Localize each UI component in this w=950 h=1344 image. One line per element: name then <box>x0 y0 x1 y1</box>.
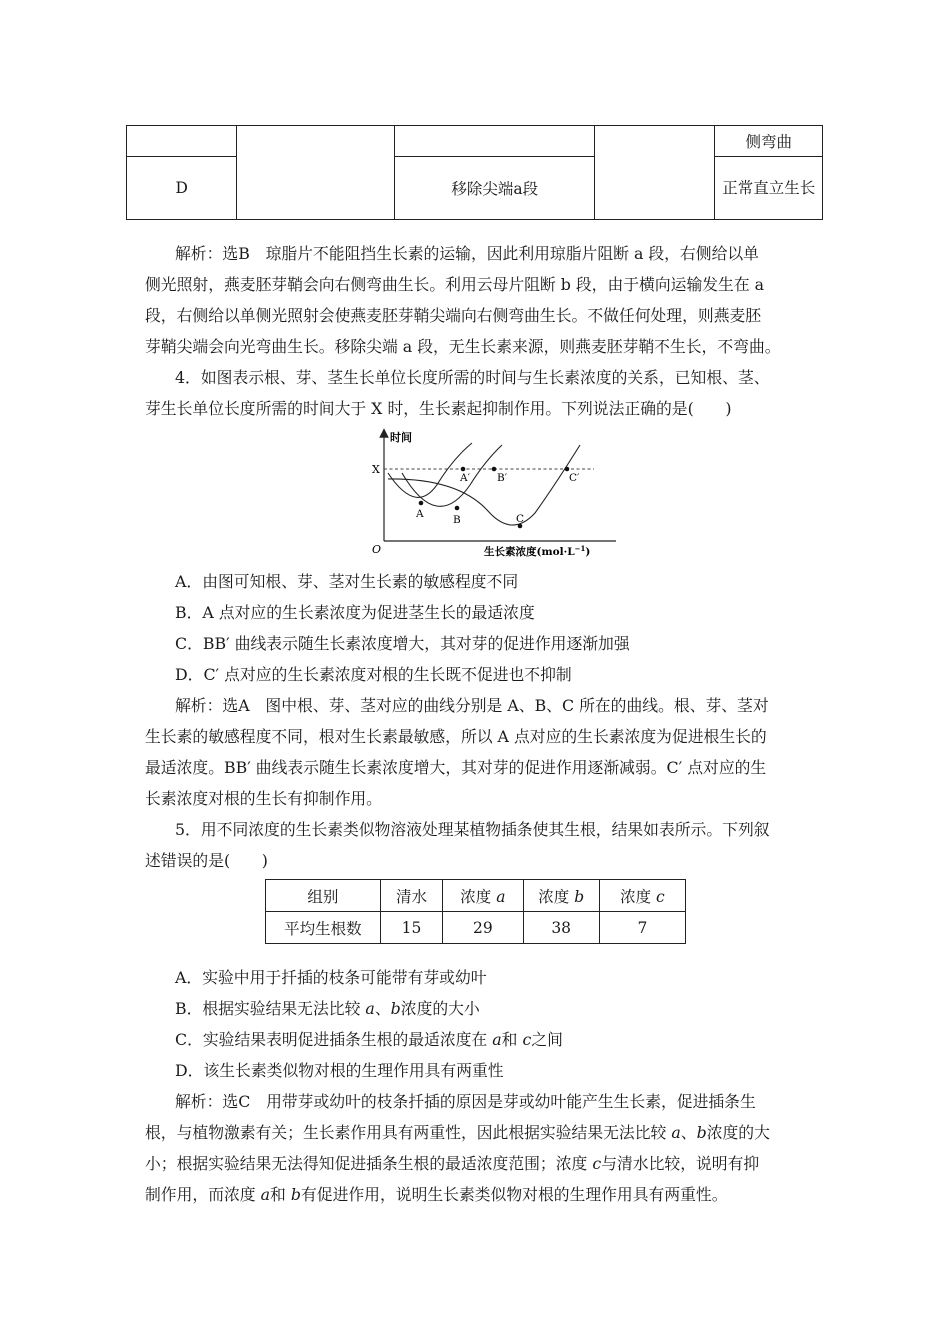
table-header-cell: 浓度 b <box>523 880 599 912</box>
table-cell: 7 <box>599 912 685 944</box>
q4-analysis-line: 解析：选A 图中根、芽、茎对应的曲线分别是 A、B、C 所在的曲线。根、芽、茎对 <box>175 696 769 715</box>
q3-table-cell <box>595 126 715 220</box>
q5-option-c: C．实验结果表明促进插条生根的最适浓度在 a和 c之间 <box>175 1030 563 1049</box>
q4-analysis-line: 长素浓度对根的生长有抑制作用。 <box>145 789 382 808</box>
q4-option-c: C．BB′ 曲线表示随生长素浓度增大，其对芽的促进作用逐渐加强 <box>175 634 630 653</box>
q4-option-b: B．A 点对应的生长素浓度为促进茎生长的最适浓度 <box>175 603 535 622</box>
table-header-cell: 浓度 c <box>599 880 685 912</box>
growth-time-graph <box>360 423 620 568</box>
point-b-label: B <box>453 514 461 526</box>
q4-analysis-line: 生长素的敏感程度不同，根对生长素最敏感，所以 A 点对应的生长素浓度为促进根生长的 <box>145 727 767 746</box>
table-cell: 38 <box>523 912 599 944</box>
q5-analysis-line: 解析：选C 用带芽或幼叶的枝条扦插的原因是芽或幼叶能产生生长素，促进插条生 <box>175 1092 756 1111</box>
point-b-prime-label: B′ <box>497 472 508 484</box>
point-c-prime <box>565 467 570 472</box>
x-axis-label: 生长素浓度$(mol\cdot L^{-1})$ <box>484 544 591 558</box>
q3-table-cell <box>127 126 237 157</box>
point-c-label: C <box>516 513 525 525</box>
q3-analysis-line: 芽鞘尖端会向光弯曲生长。移除尖端 a 段，无生长素来源，则燕麦胚芽鞘不生长，不弯曲。 <box>145 337 781 356</box>
q3-analysis-line: 解析：选B 琼脂片不能阻挡生长素的运输，因此利用琼脂片阻断 a 段，右侧给以单 <box>175 244 759 263</box>
q3-table <box>126 125 823 220</box>
table-cell: 平均生根数 <box>266 912 381 944</box>
q4-option-d: D．C′ 点对应的生长素浓度对根的生长既不促进也不抑制 <box>175 665 572 684</box>
q5-option-a: A．实验中用于扦插的枝条可能带有芽或幼叶 <box>175 968 487 987</box>
q3-table-cell <box>237 126 395 220</box>
table-cell: 15 <box>380 912 442 944</box>
point-a-prime <box>461 467 466 472</box>
q5-results-table <box>265 879 686 944</box>
q3-table-cell: D <box>127 157 237 220</box>
q3-analysis-line: 侧光照射，燕麦胚芽鞘会向右侧弯曲生长。利用云母片阻断 b 段，由于横向运输发生在 a <box>145 275 765 294</box>
q3-table-cell <box>395 126 595 157</box>
point-c-prime-label: C′ <box>569 472 580 484</box>
point-b-prime <box>492 467 497 472</box>
q5-stem-line: 述错误的是( ) <box>145 851 268 870</box>
table-cell: 29 <box>443 912 523 944</box>
q3-analysis-line: 段，右侧给以单侧光照射会使燕麦胚芽鞘尖端向右侧弯曲生长。不做任何处理，则燕麦胚 <box>145 306 762 325</box>
q5-option-d: D．该生长素类似物对根的生理作用具有两重性 <box>175 1061 504 1080</box>
q4-option-a: A．由图可知根、芽、茎对生长素的敏感程度不同 <box>175 572 519 591</box>
table-header-cell: 浓度 a <box>443 880 523 912</box>
root-curve <box>388 443 472 497</box>
q3-table-cell: 正常直立生长 <box>715 157 823 220</box>
q4-stem-line: 4．如图表示根、芽、茎生长单位长度所需的时间与生长素浓度的关系，已知根、茎、 <box>175 368 770 387</box>
q5-analysis-line: 根，与植物激素有关；生长素作用具有两重性，因此根据实验结果无法比较 a、b浓度的大 <box>145 1123 770 1142</box>
table-header-cell: 组别 <box>266 880 381 912</box>
point-b <box>455 506 460 511</box>
q5-analysis-line: 制作用，而浓度 a和 b有促进作用，说明生长素类似物对根的生理作用具有两重性。 <box>145 1185 728 1204</box>
origin-label: O <box>372 543 382 556</box>
table-header-cell: 清水 <box>380 880 442 912</box>
q4-stem-line: 芽生长单位长度所需的时间大于 X 时，生长素起抑制作用。下列说法正确的是( ) <box>145 399 732 418</box>
q3-table-cell: 移除尖端a段 <box>395 157 595 220</box>
point-a-label: A <box>416 508 424 520</box>
threshold-label: X <box>372 463 380 476</box>
q5-stem-line: 5．用不同浓度的生长素类似物溶液处理某植物插条使其生根，结果如表所示。下列叙 <box>175 820 770 839</box>
q3-table-cell: 侧弯曲 <box>715 126 823 157</box>
point-a <box>419 501 424 506</box>
q4-analysis-line: 最适浓度。BB′ 曲线表示随生长素浓度增大，其对芽的促进作用逐渐减弱。C′ 点对应的生 <box>145 758 767 777</box>
point-a-prime-label: A′ <box>460 472 470 484</box>
q5-option-b: B．根据实验结果无法比较 a、b浓度的大小 <box>175 999 480 1018</box>
q5-analysis-line: 小；根据实验结果无法得知促进插条生根的最适浓度范围；浓度 c与清水比较，说明有抑 <box>145 1154 760 1173</box>
y-axis-label: 时间 <box>390 431 412 444</box>
